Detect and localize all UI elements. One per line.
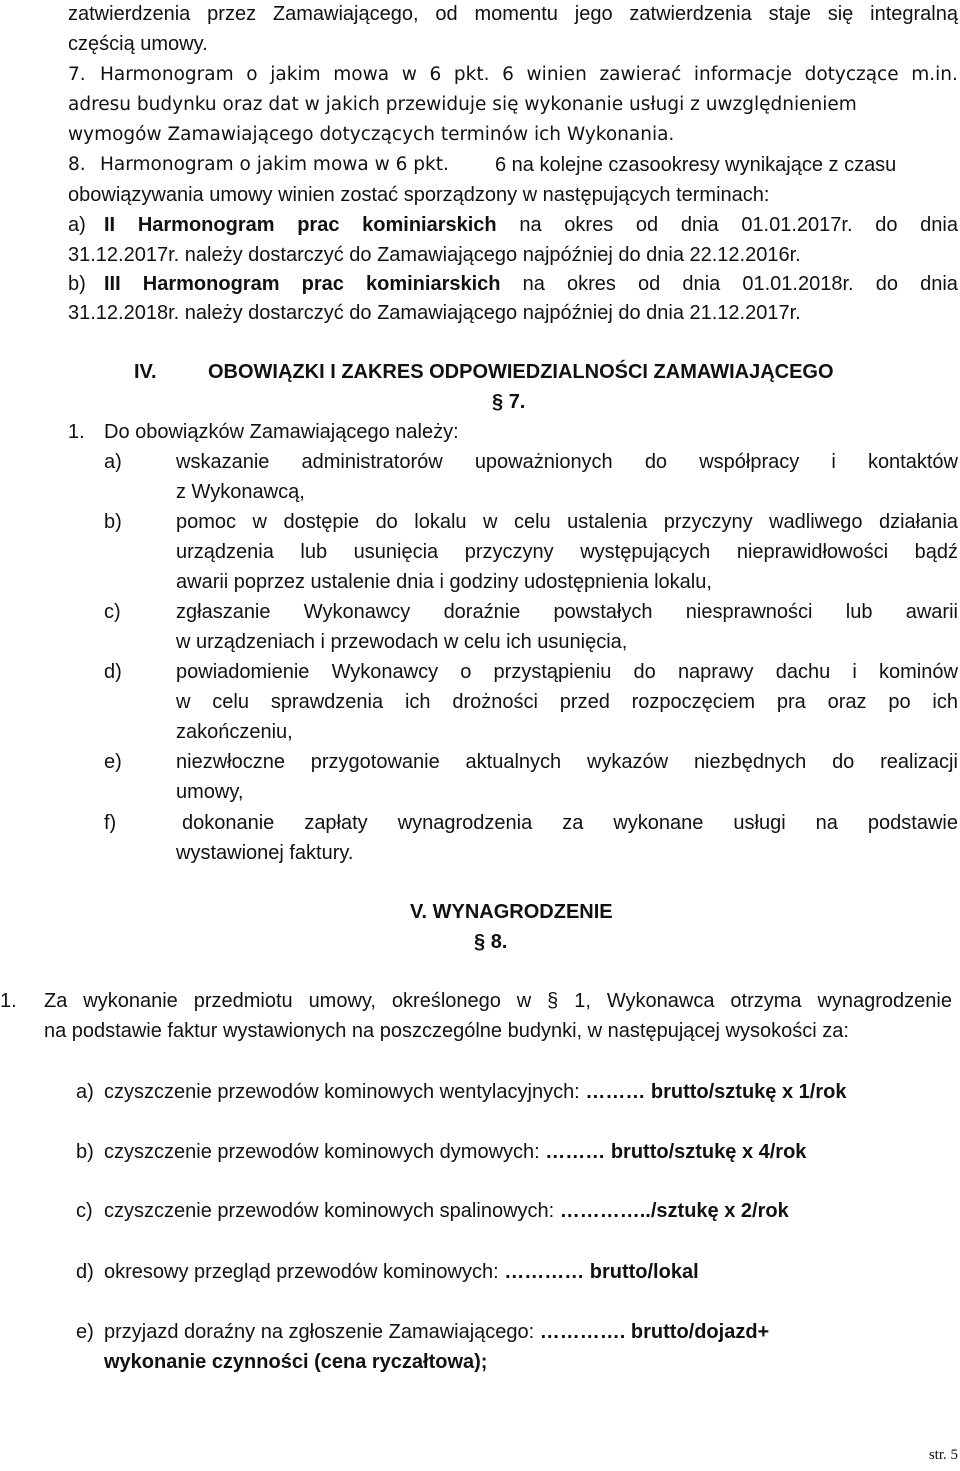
price-blank: ……… xyxy=(585,1081,646,1103)
word: celu xyxy=(212,691,249,713)
word: 01.01.2017r. xyxy=(741,214,853,236)
word: zgłaszanie xyxy=(176,601,271,623)
word: i xyxy=(852,661,857,683)
text-line: Harmonogram o jakim mowa w 6 pkt. xyxy=(100,154,449,175)
word: przed xyxy=(559,691,610,713)
word: od xyxy=(638,273,661,295)
word: informacje xyxy=(693,64,792,85)
price-item xyxy=(104,1199,789,1223)
word: Wykonawcy xyxy=(303,601,411,623)
list-item-line xyxy=(176,660,958,684)
word: prac xyxy=(301,273,344,295)
list-label: a) xyxy=(68,214,86,236)
price-unit: brutto/lokal xyxy=(584,1261,699,1283)
list-label: b) xyxy=(68,273,86,295)
word: przez xyxy=(207,3,257,25)
price-label: d) xyxy=(76,1261,94,1283)
word: i xyxy=(831,451,836,473)
word: lub xyxy=(845,601,873,623)
word: realizacji xyxy=(880,751,958,773)
list-item-line xyxy=(176,600,958,624)
price-item xyxy=(104,1320,769,1344)
word: dnia xyxy=(680,214,719,236)
price-blank: ………… xyxy=(504,1261,585,1283)
word: oraz xyxy=(827,691,867,713)
price-label: a) xyxy=(76,1081,94,1103)
text-line xyxy=(44,989,952,1013)
word: zatwierdzenia xyxy=(629,3,752,25)
word: wykonanie xyxy=(83,990,178,1012)
price-unit: brutto/dojazd+ xyxy=(625,1321,770,1343)
price-unit: brutto/sztukę x 1/rok xyxy=(645,1081,847,1103)
word: o xyxy=(460,661,472,683)
word: lub xyxy=(300,541,328,563)
word: m.in. xyxy=(911,64,958,85)
list-item-line: umowy, xyxy=(176,781,244,803)
word: ich xyxy=(932,691,958,713)
text-line: częścią umowy. xyxy=(68,33,208,55)
word: 6 xyxy=(502,64,514,85)
word: Harmonogram xyxy=(142,273,280,295)
list-label: a) xyxy=(104,451,122,473)
price-description: czyszczenie przewodów kominowych spalinowych: xyxy=(104,1200,560,1222)
word: wykonane xyxy=(613,812,704,834)
list-item-line xyxy=(176,540,958,564)
price-description: czyszczenie przewodów kominowych wentylacyjnych: xyxy=(104,1081,586,1103)
word: zatwierdzenia xyxy=(68,3,191,25)
word: pra xyxy=(776,691,806,713)
word: ich xyxy=(404,691,431,713)
word: Harmonogram xyxy=(100,64,234,85)
word: otrzyma xyxy=(730,990,802,1012)
word: do xyxy=(832,751,855,773)
word: wadliwego xyxy=(769,511,863,533)
price-unit: brutto/sztukę x 4/rok xyxy=(605,1141,807,1163)
word: na xyxy=(522,273,545,295)
page-number: str. 5 xyxy=(928,1447,958,1463)
text-line: wymogów Zamawiającego dotyczących terminów ich Wykonania. xyxy=(68,124,675,145)
word: awarii xyxy=(905,601,958,623)
word: dotyczące xyxy=(804,64,899,85)
list-label: d) xyxy=(104,661,122,683)
text-line xyxy=(104,213,958,237)
word: winien xyxy=(526,64,587,85)
word: 6 xyxy=(429,64,442,85)
word: zapłaty xyxy=(304,812,368,834)
word: usunięcia xyxy=(353,541,439,563)
price-blank: …………. xyxy=(539,1321,626,1343)
word: przygotowanie xyxy=(310,751,440,773)
word: wynagrodzenie xyxy=(817,990,952,1012)
word: kominiarskich xyxy=(362,214,497,236)
word: występujących xyxy=(580,541,711,563)
word: pkt. xyxy=(453,64,490,85)
section-sign: § xyxy=(474,931,491,953)
word: Harmonogram xyxy=(137,214,275,236)
word: działania xyxy=(878,511,958,533)
word: podstawie xyxy=(867,812,958,834)
word: prac xyxy=(297,214,340,236)
word: współpracy xyxy=(699,451,800,473)
word: od xyxy=(435,3,458,25)
price-blank: ………….. xyxy=(559,1200,651,1222)
list-label: e) xyxy=(104,751,122,773)
text-line: 31.12.2018r. należy dostarczyć do Zamawiającego najpóźniej do dnia 21.12.2017r. xyxy=(68,302,801,324)
price-item xyxy=(104,1140,806,1164)
text-line xyxy=(68,2,958,26)
word: momentu xyxy=(474,3,558,25)
word: dokonanie xyxy=(182,812,275,834)
word: § xyxy=(547,990,559,1012)
word: Wykonawca xyxy=(606,990,715,1012)
paragraph-mark xyxy=(474,930,507,954)
word: w xyxy=(516,990,532,1012)
word: zawierać xyxy=(599,64,682,85)
word: 1, xyxy=(574,990,591,1012)
list-item-line: z Wykonawcą, xyxy=(176,481,305,503)
word: aktualnych xyxy=(465,751,562,773)
word: przedmiotu xyxy=(193,990,293,1012)
text-line: 31.12.2017r. należy dostarczyć do Zamawiającego najpóźniej do dnia 22.12.2016r. xyxy=(68,244,801,266)
word: do xyxy=(875,273,898,295)
price-description: przyjazd doraźny na zgłoszenie Zamawiającego: xyxy=(104,1321,540,1343)
word: usługi xyxy=(733,812,786,834)
word: nieprawidłowości xyxy=(736,541,889,563)
word: wskazanie xyxy=(176,451,270,473)
paragraph-mark xyxy=(492,390,525,414)
word: do xyxy=(633,661,656,683)
price-item-continuation: wykonanie czynności (cena ryczałtowa); xyxy=(104,1351,488,1373)
word: mowa xyxy=(333,64,390,85)
word: bądź xyxy=(914,541,958,563)
word: w xyxy=(252,511,267,533)
word: III xyxy=(104,273,121,295)
list-label: c) xyxy=(104,601,121,623)
word: administratorów xyxy=(301,451,443,473)
price-blank: ……… xyxy=(545,1141,606,1163)
item-number: 1. xyxy=(0,990,17,1012)
word: okres xyxy=(567,273,616,295)
word: jego xyxy=(574,3,613,25)
word: w xyxy=(401,64,417,85)
word: dnia xyxy=(920,214,958,236)
word: przyczyny xyxy=(464,541,554,563)
price-label: b) xyxy=(76,1141,94,1163)
word: 01.01.2018r. xyxy=(742,273,854,295)
paragraph-number: 8. xyxy=(490,931,508,953)
section-title: V. WYNAGRODZENIE xyxy=(410,901,613,923)
word: do xyxy=(375,511,398,533)
word: lokalu xyxy=(414,511,467,533)
list-item-line: w urządzeniach i przewodach w celu ich usunięcia, xyxy=(176,631,628,653)
word: do xyxy=(875,214,898,236)
text-line xyxy=(104,272,958,296)
list-item-line: wystawionej faktury. xyxy=(176,842,354,864)
word: okres xyxy=(564,214,614,236)
word: wykazów xyxy=(586,751,669,773)
paragraph-number: 7. xyxy=(508,391,526,413)
price-item xyxy=(104,1260,699,1284)
word: przystąpieniu xyxy=(493,661,612,683)
list-item-line: zakończeniu, xyxy=(176,721,293,743)
word: wynagrodzenia xyxy=(397,812,533,834)
list-item-line xyxy=(176,750,958,774)
item-text: Do obowiązków Zamawiającego należy: xyxy=(104,421,459,443)
price-label: c) xyxy=(76,1200,93,1222)
list-label: f) xyxy=(104,812,117,834)
text-line xyxy=(100,63,958,87)
word: integralną xyxy=(870,3,958,25)
price-unit: /sztukę x 2/rok xyxy=(650,1200,789,1222)
price-description: czyszczenie przewodów kominowych dymowych: xyxy=(104,1141,546,1163)
word: Za xyxy=(44,990,68,1012)
word: o xyxy=(246,64,258,85)
word: staje xyxy=(768,3,811,25)
list-item-line xyxy=(176,690,958,714)
price-item xyxy=(104,1080,846,1104)
list-item-line: awarii poprzez ustalenie dnia i godziny udostępnienia lokalu, xyxy=(176,571,712,593)
word: dachu xyxy=(775,661,831,683)
text-line: na podstawie faktur wystawionych na poszczególne budynki, w następującej wysokości za: xyxy=(44,1020,849,1042)
word: dostępie xyxy=(283,511,360,533)
text-line: adresu budynku oraz dat w jakich przewiduje się wykonanie usługi z uwzględnieniem xyxy=(68,94,857,115)
word: rozpoczęciem xyxy=(631,691,756,713)
word: umowy, xyxy=(308,990,376,1012)
section-sign: § xyxy=(492,391,509,413)
word: naprawy xyxy=(677,661,754,683)
word: drożności xyxy=(452,691,538,713)
word: za xyxy=(562,812,584,834)
word: Zamawiającego, xyxy=(272,3,419,25)
word: w xyxy=(483,511,498,533)
list-item-line xyxy=(182,811,958,835)
word: doraźnie xyxy=(443,601,521,623)
word: niezwłoczne xyxy=(176,751,285,773)
word: sprawdzenia xyxy=(270,691,384,713)
list-item-line xyxy=(176,510,958,534)
word: niesprawności xyxy=(685,601,813,623)
word: powiadomienie xyxy=(176,661,310,683)
word: Wykonawcy xyxy=(331,661,439,683)
list-item-line xyxy=(176,450,958,474)
word: na xyxy=(519,214,542,236)
word: II xyxy=(104,214,116,236)
word: do xyxy=(644,451,668,473)
word: kominiarskich xyxy=(366,273,501,295)
word: się xyxy=(827,3,854,25)
word: pomoc xyxy=(176,511,237,533)
price-description: okresowy przegląd przewodów kominowych: xyxy=(104,1261,505,1283)
word: niezbędnych xyxy=(693,751,807,773)
word: od xyxy=(635,214,659,236)
list-label: b) xyxy=(104,511,122,533)
word: po xyxy=(888,691,911,713)
word: jakim xyxy=(270,64,321,85)
word: określonego xyxy=(391,990,501,1012)
text-line: obowiązywania umowy winien zostać sporządzony w następujących terminach: xyxy=(68,184,770,206)
word: przyczyny xyxy=(663,511,753,533)
word: dnia xyxy=(682,273,721,295)
word: ustalenia xyxy=(567,511,648,533)
word: dnia xyxy=(920,273,958,295)
section-number: IV. xyxy=(134,361,157,383)
paragraph-number: 8. xyxy=(68,154,86,175)
word: w xyxy=(176,691,191,713)
price-label: e) xyxy=(76,1321,94,1343)
word: powstałych xyxy=(553,601,653,623)
paragraph-number: 7. xyxy=(68,64,86,85)
word: kominów xyxy=(878,661,958,683)
word: upoważnionych xyxy=(474,451,613,473)
word: kontaktów xyxy=(867,451,958,473)
word: celu xyxy=(513,511,551,533)
text-line: 6 na kolejne czasookresy wynikające z czasu xyxy=(495,154,897,176)
section-title: OBOWIĄZKI I ZAKRES ODPOWIEDZIALNOŚCI ZAMAWIAJĄCEGO xyxy=(208,361,834,383)
word: na xyxy=(815,812,838,834)
word: urządzenia xyxy=(176,541,274,563)
item-number: 1. xyxy=(68,421,85,443)
